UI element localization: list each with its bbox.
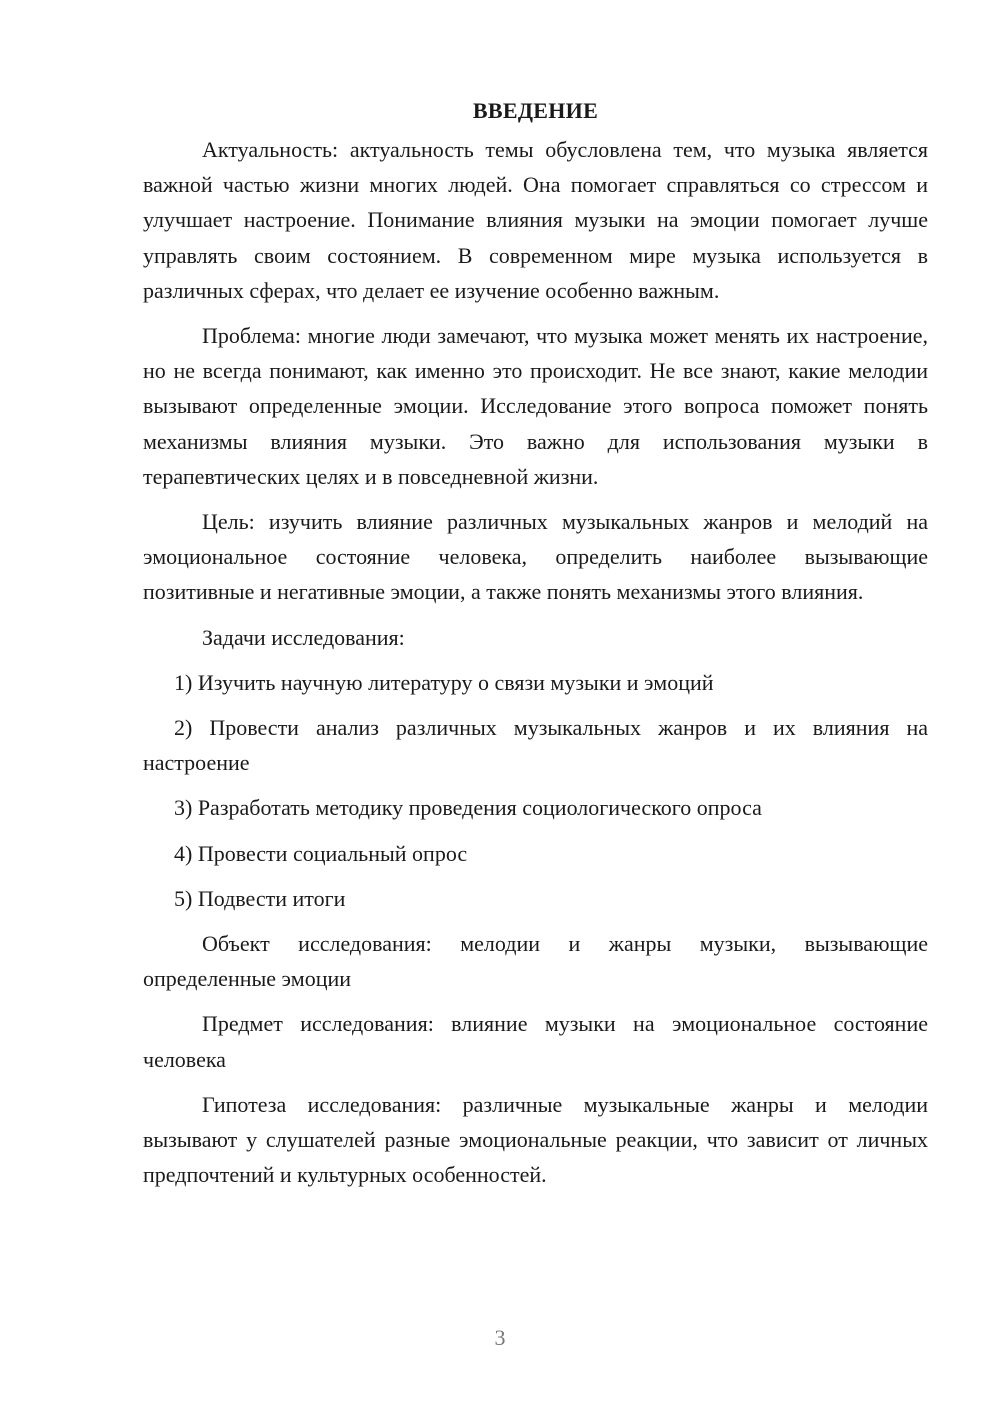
tasks-heading: Задачи исследования: <box>202 624 405 650</box>
paragraph-subject: Предмет исследования: влияние музыки на эмоциональное состояние человека <box>143 1011 928 1072</box>
task-item-1: 1) Изучить научную литературу о связи музыки и эмоций <box>174 669 714 695</box>
task-item-4: 4) Провести социальный опрос <box>174 840 468 866</box>
task-item-5: 5) Подвести итоги <box>174 885 346 911</box>
page-number: 3 <box>494 1325 506 1350</box>
paragraph-problem: Проблема: многие люди замечают, что музыка может менять их настроение, но не всегда понимают, как именно это происходит. Не все знают, какие мелодии вызывают определенные эмоции. Исследование этого вопроса поможет понять механизмы влияния музыки. Это важно для использования музыки в терапевтических целях и в повседневной жизни. <box>143 323 928 489</box>
paragraph-object: Объект исследования: мелодии и жанры музыки, вызывающие определенные эмоции <box>143 931 928 992</box>
task-item-2: 2) Провести анализ различных музыкальных жанров и их влияния на настроение <box>143 715 928 776</box>
document-page <box>143 96 928 1202</box>
paragraph-hypothesis: Гипотеза исследования: различные музыкальные жанры и мелодии вызывают у слушателей разные эмоциональные реакции, что зависит от личных предпочтений и культурных особенностей. <box>143 1091 928 1188</box>
paragraph-goal: Цель: изучить влияние различных музыкальных жанров и мелодий на эмоциональное состояние человека, определить наиболее вызывающие позитивные и негативные эмоции, а также понять механизмы этого влияния. <box>143 509 928 605</box>
paragraph-relevance: Актуальность: актуальность темы обусловлена тем, что музыка является важной частью жизни многих людей. Она помогает справляться со стрессом и улучшает настроение. Понимание влияния музыки на эмоции помогает лучше управлять своим состоянием. В современном мире музыка используется в различных сферах, что делает ее изучение особенно важным. <box>143 137 928 303</box>
section-title: ВВЕДЕНИЕ <box>472 98 599 123</box>
task-item-3: 3) Разработать методику проведения социологического опроса <box>174 795 762 821</box>
